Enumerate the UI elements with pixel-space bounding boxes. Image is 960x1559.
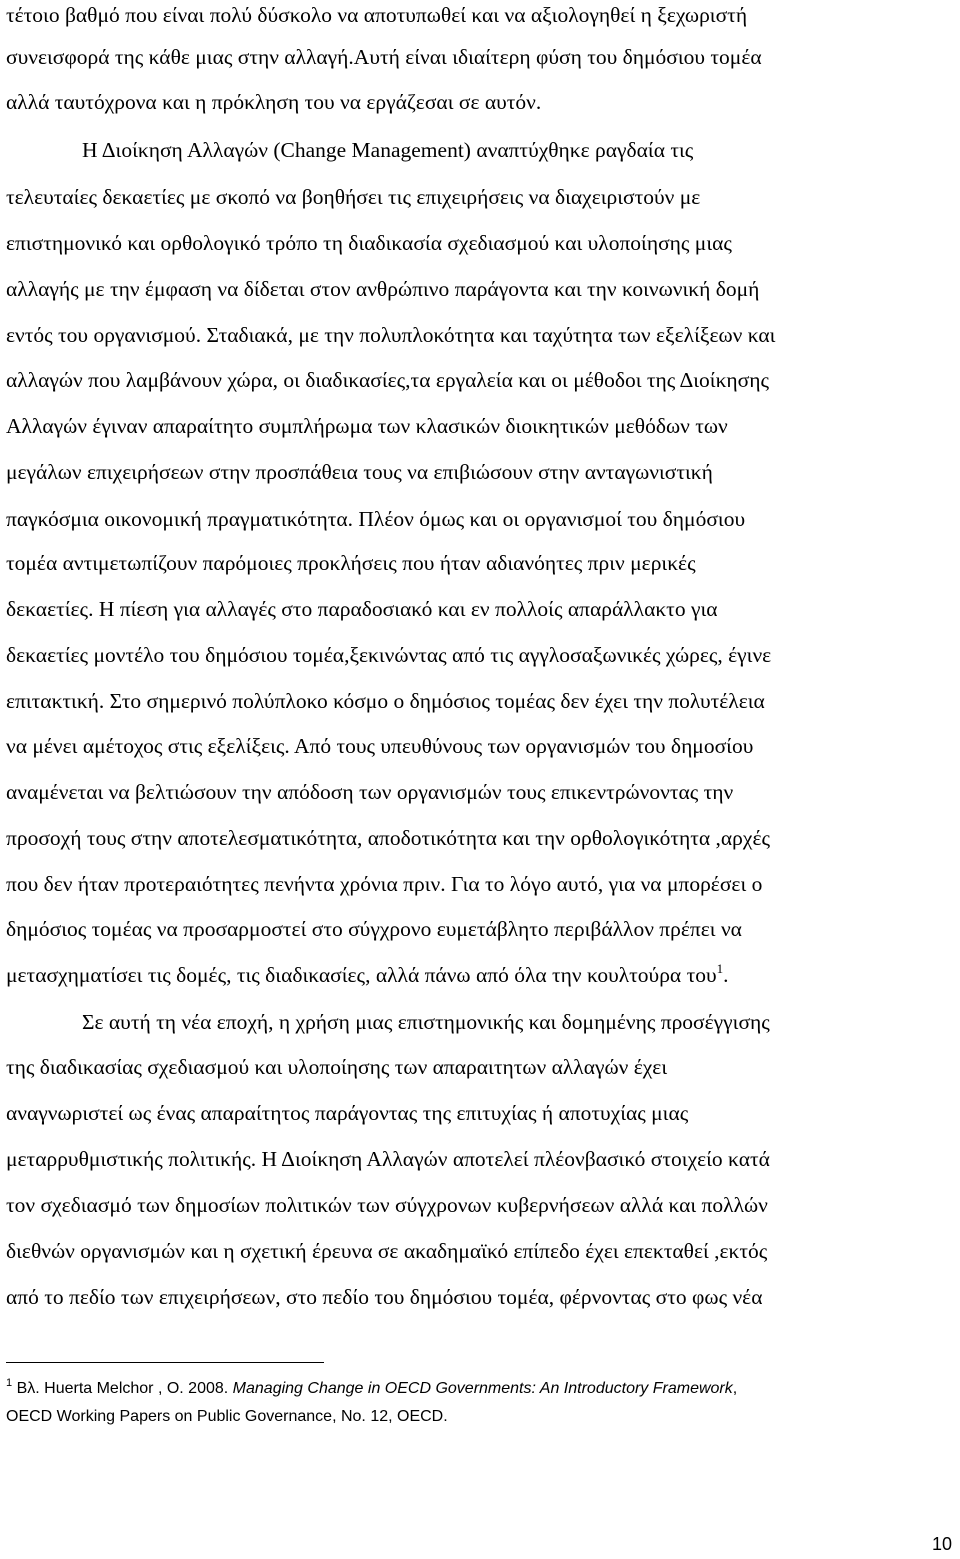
body-line: αλλαγής με την έμφαση να δίδεται στον ανθρώπινο παράγοντα και την κοινωνική δομή (6, 277, 760, 301)
body-line: παγκόσμια οικονομική πραγματικότητα. Πλέον όμως και οι οργανισμοί του δημόσιου (6, 507, 746, 531)
body-line (6, 320, 775, 350)
body-line: επιστημονικό και ορθολογικό τρόπο τη διαδικασία σχεδιασμού και υλοποίησης μιας (6, 231, 732, 255)
body-line: Η Διοίκηση Αλλαγών (Change Management) αναπτύχθηκε ραγδαία τις (82, 138, 694, 162)
footnote-separator (6, 1362, 324, 1363)
body-line: δεκαετίες μοντέλο του δημόσιου τομέα,ξεκινώντας από τις αγγλοσαξωνικές χώρες, έγινε (6, 643, 772, 667)
body-line: συνεισφορά της κάθε μιας στην αλλαγή.Αυτή είναι ιδιαίτερη φύση του δημόσιου τομέα (6, 45, 762, 69)
body-line: μεταρρυθμιστικής πολιτικής. Η Διοίκηση Αλλαγών αποτελεί πλέονβασικό στοιχείο κατά (6, 1147, 770, 1171)
body-line: επιτακτική. Στο σημερινό πολύπλοκο κόσμο ο δημόσιος τομέας δεν έχει την πολυτέλεια (6, 689, 765, 713)
body-line-part: μετασχηματίσει τις δομές, τις διαδικασίες, αλλά πάνω από όλα την κουλτούρα του (6, 963, 717, 987)
footnote-reference: 1 (716, 961, 724, 976)
body-line: τομέα αντιμετωπίζουν παρόμοιες προκλήσεις που ήταν αδιανόητες πριν μερικές (6, 551, 696, 575)
body-line: μεγάλων επιχειρήσεων στην προσπάθεια τους να επιβιώσουν στην ανταγωνιστική (6, 460, 713, 484)
body-line-part: Σταδιακά, με την πολυπλοκότητα και ταχύτητα των εξελίξεων και (201, 323, 776, 347)
body-line: αναμένεται να βελτιώσουν την απόδοση των οργανισμών τους επικεντρώνοντας την (6, 780, 734, 804)
body-line: Σε αυτή τη νέα εποχή, η χρήση μιας επιστημονικής και δομημένης προσέγγισης (82, 1010, 770, 1034)
body-line: Αλλαγών έγιναν απαραίτητο συμπλήρωμα των κλασικών διοικητικών μεθόδων των (6, 414, 728, 438)
body-line-part: εντός του οργανισμού. (6, 323, 202, 347)
footnote-text: Βλ. Huerta Melchor , O. 2008. (12, 1380, 233, 1397)
body-line: δημόσιος τομέας να προσαρμοστεί στο σύγχρονο ευμετάβλητο περιβάλλον πρέπει να (6, 917, 742, 941)
body-line: αλλά ταυτόχρονα και η πρόκληση του να εργάζεσαι σε αυτόν. (6, 90, 542, 114)
body-line: προσοχή τους στην αποτελεσματικότητα, αποδοτικότητα και την ορθολογικότητα ,αρχές (6, 826, 770, 850)
body-line: να μένει αμέτοχος στις εξελίξεις. Από τους υπευθύνους των οργανισμών του δημοσίου (6, 734, 754, 758)
footnote-line (6, 1377, 737, 1401)
body-line (6, 960, 728, 990)
body-line: τέτοιο βαθμό που είναι πολύ δύσκολο να αποτυπωθεί και να αξιολογηθεί η ξεχωριστή (6, 3, 748, 27)
footnote-title: Managing Change in OECD Governments: An Introductory Framework (232, 1380, 733, 1397)
body-line: διεθνών οργανισμών και η σχετική έρευνα σε ακαδημαϊκό επίπεδο έχει επεκταθεί ,εκτός (6, 1239, 768, 1263)
body-line-part: . (723, 963, 729, 987)
page-number: 10 (932, 1534, 953, 1554)
footnote-line: OECD Working Papers on Public Governance, No. 12, OECD. (6, 1408, 448, 1425)
body-line: αλλαγών που λαμβάνουν χώρα, οι διαδικασίες,τα εργαλεία και οι μέθοδοι της Διοίκησης (6, 368, 770, 392)
footnote-text: , (732, 1380, 738, 1397)
body-line: τελευταίες δεκαετίες με σκοπό να βοηθήσει τις επιχειρήσεις να διαχειριστούν με (6, 185, 701, 209)
body-line: δεκαετίες. Η πίεση για αλλαγές στο παραδοσιακό και εν πολλοίς απαράλλακτο για (6, 597, 718, 621)
footnote-marker: 1 (6, 1377, 13, 1389)
body-line: της διαδικασίας σχεδιασμού και υλοποίησης των απαραιτητων αλλαγών έχει (6, 1055, 668, 1079)
body-line: αναγνωριστεί ως ένας απαραίτητος παράγοντας της επιτυχίας ή αποτυχίας μιας (6, 1101, 689, 1125)
body-line: που δεν ήταν προτεραιότητες πενήντα χρόνια πριν. Για το λόγο αυτό, για να μπορέσει ο (6, 872, 763, 896)
body-line: από το πεδίο των επιχειρήσεων, στο πεδίο του δημόσιου τομέα, φέρνοντας στο φως νέα (6, 1285, 763, 1309)
body-line: τον σχεδιασμό των δημοσίων πολιτικών των σύγχρονων κυβερνήσεων αλλά και πολλών (6, 1193, 768, 1217)
